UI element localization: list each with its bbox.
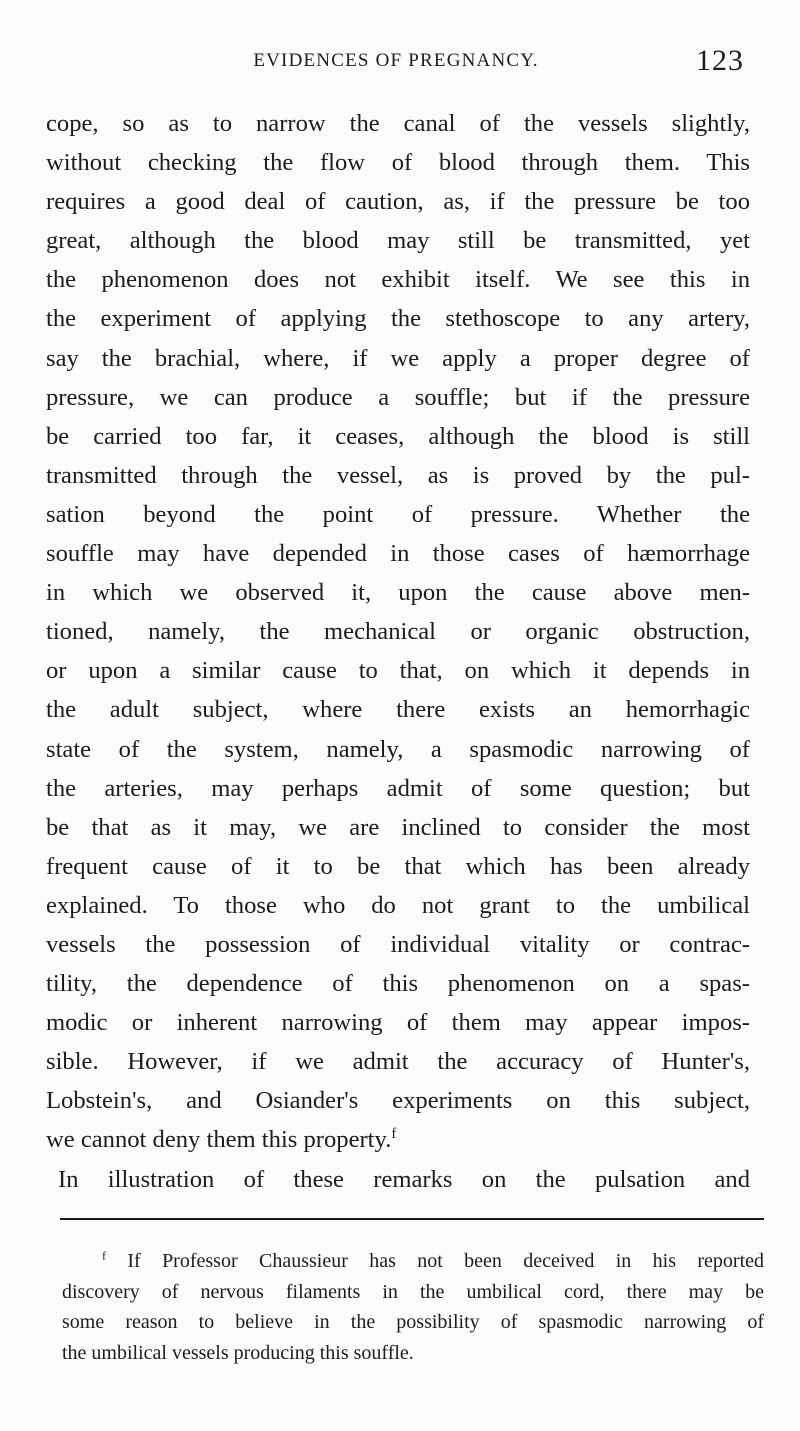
- text-line: the experiment of applying the stethoscope to any artery,: [46, 305, 750, 333]
- text-line: cope, so as to narrow the canal of the vessels slightly,: [46, 110, 750, 137]
- text-line: modic or inherent narrowing of them may appear impos-: [46, 1009, 750, 1037]
- text-line-with-footnote-ref: [46, 1120, 750, 1159]
- footnote-reference: f: [391, 1126, 397, 1143]
- page-number: 123: [696, 44, 744, 77]
- text-line: Lobstein's, and Osiander's experiments on this subject,: [46, 1087, 750, 1115]
- text-line: state of the system, namely, a spasmodic narrowing of: [46, 735, 750, 763]
- footnote-line: some reason to believe in the possibility of spasmodic narrowing of: [62, 1311, 764, 1333]
- text-line: say the brachial, where, if we apply a proper degree of: [46, 344, 750, 372]
- text-line: the arteries, may perhaps admit of some question; but: [46, 774, 750, 802]
- footnote-divider: [60, 1218, 764, 1220]
- text-line-paragraph-start: In illustration of these remarks on the pulsation and: [58, 1165, 750, 1193]
- footnote: [62, 1246, 764, 1368]
- text-line: tioned, namely, the mechanical or organic obstruction,: [46, 618, 750, 646]
- text-line: requires a good deal of caution, as, if the pressure be too: [46, 188, 750, 216]
- text-line: without checking the flow of blood through them. This: [46, 149, 750, 177]
- footnote-line: the umbilical vessels producing this souffle.: [62, 1341, 414, 1364]
- text-line: be that as it may, we are inclined to consider the most: [46, 813, 750, 841]
- text-line: pressure, we can produce a souffle; but if the pressure: [46, 383, 750, 411]
- text-line: sible. However, if we admit the accuracy of Hunter's,: [46, 1048, 750, 1076]
- text-line-content: we cannot deny them this property.: [46, 1126, 392, 1154]
- text-line: explained. To those who do not grant to the umbilical: [46, 891, 750, 919]
- text-line: the adult subject, where there exists an hemorrhagic: [46, 696, 750, 724]
- footnote-line: [62, 1246, 764, 1277]
- body-text: [46, 104, 750, 1199]
- page-header: [44, 44, 748, 80]
- text-line: the phenomenon does not exhibit itself. We see this in: [46, 266, 750, 294]
- text-line: tility, the dependence of this phenomenon on a spas-: [46, 970, 750, 998]
- footnote-marker: f: [102, 1248, 106, 1263]
- text-line: transmitted through the vessel, as is proved by the pul-: [46, 461, 750, 489]
- footnote-line-content: If Professor Chaussieur has not been deceived in his reported: [127, 1250, 765, 1272]
- text-line: in which we observed it, upon the cause above men-: [46, 579, 750, 607]
- text-line: or upon a similar cause to that, on which it depends in: [46, 657, 750, 685]
- footnote-line: discovery of nervous filaments in the umbilical cord, there may be: [62, 1280, 764, 1303]
- running-head: EVIDENCES OF PREGNANCY.: [253, 50, 539, 71]
- text-line: vessels the possession of individual vitality or contrac-: [46, 930, 750, 958]
- text-line: sation beyond the point of pressure. Whether the: [46, 500, 750, 528]
- text-line: frequent cause of it to be that which has been already: [46, 852, 750, 880]
- text-line: be carried too far, it ceases, although the blood is still: [46, 422, 750, 450]
- text-line: souffle may have depended in those cases of hæmorrhage: [46, 540, 750, 568]
- text-line: great, although the blood may still be transmitted, yet: [46, 227, 750, 255]
